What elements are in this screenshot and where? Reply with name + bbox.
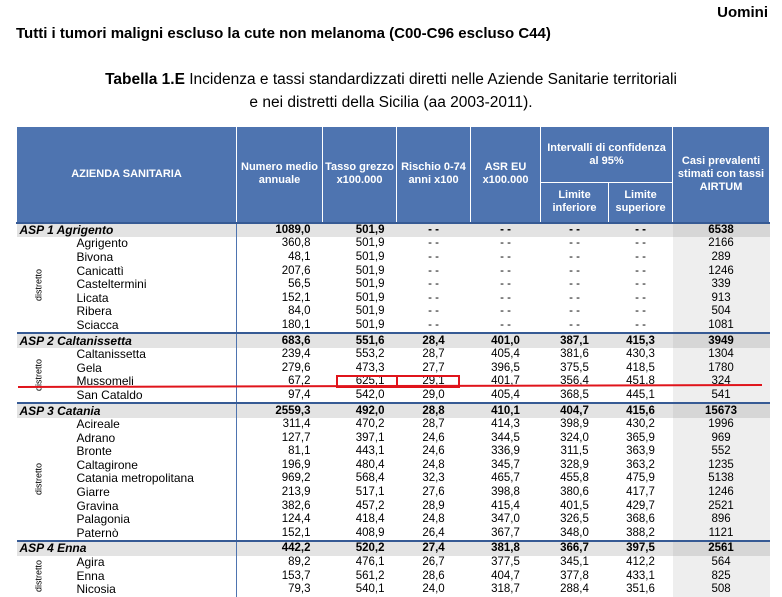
incidence-table: [16, 126, 770, 597]
district-name: Agrigento: [76, 236, 128, 251]
district-cell: 365,9: [626, 431, 655, 444]
district-cell: 377,8: [560, 569, 589, 582]
district-cell: 26,4: [422, 526, 445, 539]
district-cell: 465,7: [491, 472, 520, 485]
district-cell: 28,7: [422, 348, 445, 361]
district-cell: 398,9: [560, 418, 589, 431]
district-row: [17, 361, 770, 375]
district-cell: 152,1: [237, 527, 323, 542]
distretto-label: [17, 556, 44, 597]
district-cell: 336,9: [491, 445, 520, 458]
district-cell: - -: [635, 291, 646, 304]
district-cell: - -: [500, 318, 511, 331]
district-cell: 415,4: [491, 499, 520, 512]
header-asr: ASR EU x100.000: [471, 127, 541, 223]
district-cell: 5138: [673, 472, 770, 486]
district-row: [17, 527, 770, 542]
district-cell: 368,5: [560, 388, 589, 401]
district-cell: - -: [635, 305, 646, 318]
district-cell: 541: [673, 389, 770, 404]
district-cell: 356,4: [560, 375, 589, 388]
asp-row: [17, 333, 770, 348]
district-cell: 27,6: [422, 486, 445, 499]
district-cell: 913: [673, 291, 770, 305]
district-cell: 896: [673, 513, 770, 527]
district-name: Ribera: [76, 304, 112, 319]
district-cell: - -: [428, 237, 439, 250]
district-cell: 825: [673, 569, 770, 583]
district-cell: 79,3: [237, 583, 323, 597]
district-cell: 1121: [673, 527, 770, 542]
district-cell: 239,4: [237, 348, 323, 362]
district-cell: 67,2: [237, 375, 323, 389]
district-cell: 480,4: [355, 458, 385, 471]
asp-cell: 27,4: [397, 541, 471, 556]
district-name: Gravina: [76, 498, 119, 513]
district-cell: 360,8: [237, 237, 323, 251]
district-cell: 501,9: [355, 264, 385, 277]
district-cell: 381,6: [560, 348, 589, 361]
district-cell: - -: [635, 318, 646, 331]
district-cell: 430,2: [626, 418, 655, 431]
district-cell: 540,1: [355, 583, 385, 596]
district-cell: 347,0: [491, 513, 520, 526]
district-cell: 375,5: [560, 361, 589, 374]
asp-cell: 551,6: [323, 333, 397, 348]
district-name: Catania metropolitana: [76, 471, 194, 486]
district-cell: 152,1: [237, 291, 323, 305]
district-name: Mussomeli: [76, 374, 134, 389]
district-row: [17, 305, 770, 319]
district-cell: 28,6: [422, 569, 445, 582]
district-row: [17, 431, 770, 445]
caption-line1: Incidenza e tassi standardizzati diretti nelle Aziende Sanitarie territoriali: [184, 71, 677, 88]
district-cell: 501,9: [355, 237, 385, 250]
asp-cell: 683,6: [237, 333, 323, 348]
district-cell: - -: [635, 278, 646, 291]
district-cell: 1996: [673, 418, 770, 432]
district-cell: - -: [500, 237, 511, 250]
caption-line2: e nei distretti della Sicilia (aa 2003-2011).: [249, 94, 533, 111]
district-cell: - -: [569, 305, 580, 318]
district-name: Casteltermini: [76, 277, 147, 292]
district-cell: 97,4: [237, 389, 323, 404]
district-row: [17, 319, 770, 334]
district-cell: 127,7: [237, 431, 323, 445]
distretto-label: [17, 348, 44, 403]
district-cell: 81,1: [237, 445, 323, 459]
district-row: [17, 556, 770, 570]
district-cell: 382,6: [237, 499, 323, 513]
district-row: [17, 278, 770, 292]
district-cell: 124,4: [237, 513, 323, 527]
district-cell: 552: [673, 445, 770, 459]
district-cell: 345,1: [560, 556, 589, 569]
district-cell: 24,8: [422, 513, 445, 526]
district-cell: - -: [500, 264, 511, 277]
distretto-label: [17, 418, 44, 541]
district-cell: 26,7: [422, 556, 445, 569]
asp-name: ASP 1 Agrigento: [17, 223, 237, 238]
district-cell: 2521: [673, 499, 770, 513]
district-cell: - -: [428, 250, 439, 263]
district-cell: 473,3: [355, 361, 385, 374]
district-cell: - -: [569, 291, 580, 304]
district-cell: - -: [500, 278, 511, 291]
asp-cell: 2561: [673, 541, 770, 556]
district-cell: 504: [673, 305, 770, 319]
district-row: [17, 513, 770, 527]
district-cell: 568,4: [355, 472, 385, 485]
asp-cell: 520,2: [323, 541, 397, 556]
district-cell: 1246: [673, 264, 770, 278]
district-cell: - -: [428, 291, 439, 304]
district-cell: 24,0: [422, 583, 445, 596]
district-cell: 517,1: [355, 486, 385, 499]
district-row: [17, 291, 770, 305]
district-cell: 48,1: [237, 251, 323, 265]
district-cell: 207,6: [237, 264, 323, 278]
district-cell: 455,8: [560, 472, 589, 485]
district-cell: 561,2: [355, 569, 385, 582]
district-cell: 344,5: [491, 431, 520, 444]
district-row: [17, 583, 770, 597]
district-cell: 553,2: [355, 348, 385, 361]
district-cell: 24,6: [422, 445, 445, 458]
asp-cell: 28,8: [397, 403, 471, 418]
header-rischio: Rischio 0-74 anni x100: [397, 127, 471, 223]
district-cell: 429,7: [626, 499, 655, 512]
district-cell: 625,1: [355, 375, 385, 388]
district-name: Adrano: [76, 430, 116, 445]
district-cell: 289: [673, 251, 770, 265]
district-cell: 28,7: [422, 418, 445, 431]
district-cell: 1780: [673, 361, 770, 375]
header-intervalli: Intervalli di confidenza al 95%: [541, 127, 673, 183]
district-name: Sciacca: [76, 317, 119, 332]
district-cell: - -: [428, 278, 439, 291]
asp-cell: 415,3: [609, 333, 673, 348]
distretto-label-text: distretto: [33, 268, 44, 301]
district-cell: 29,0: [422, 388, 445, 401]
asp-cell: 397,5: [609, 541, 673, 556]
district-cell: 397,1: [355, 431, 385, 444]
district-cell: 32,3: [422, 472, 445, 485]
district-cell: - -: [428, 305, 439, 318]
district-cell: 28,9: [422, 499, 445, 512]
district-cell: 311,5: [560, 445, 589, 458]
district-name: Canicattì: [76, 263, 124, 278]
district-cell: 418,4: [355, 513, 385, 526]
district-cell: 408,9: [355, 526, 385, 539]
header-azienda: AZIENDA SANITARIA: [17, 127, 237, 223]
distretto-label-text: distretto: [33, 560, 44, 593]
asp-cell: 1089,0: [237, 223, 323, 238]
district-cell: - -: [500, 305, 511, 318]
district-cell: 24,6: [422, 431, 445, 444]
asp-cell: - -: [541, 223, 609, 238]
district-row: [17, 486, 770, 500]
asp-row: [17, 223, 770, 238]
district-name: Gela: [76, 360, 102, 375]
district-cell: - -: [569, 250, 580, 263]
district-name: Bivona: [76, 249, 114, 264]
district-row: [17, 237, 770, 251]
district-cell: 288,4: [560, 583, 589, 596]
district-cell: - -: [569, 278, 580, 291]
district-cell: 328,9: [560, 458, 589, 471]
asp-cell: 442,2: [237, 541, 323, 556]
district-cell: 430,3: [626, 348, 655, 361]
district-cell: 470,2: [355, 418, 385, 431]
asp-cell: 401,0: [471, 333, 541, 348]
header-limite-superiore: Limite superiore: [609, 183, 673, 223]
district-cell: 405,4: [491, 388, 520, 401]
district-cell: 27,7: [422, 361, 445, 374]
district-cell: - -: [428, 318, 439, 331]
header-limite-inferiore: Limite inferiore: [541, 183, 609, 223]
distretto-label-text: distretto: [33, 462, 44, 495]
district-cell: 433,1: [626, 569, 655, 582]
district-cell: 969: [673, 431, 770, 445]
asp-cell: 6538: [673, 223, 770, 238]
district-cell: - -: [635, 250, 646, 263]
district-cell: 501,9: [355, 291, 385, 304]
district-cell: - -: [569, 264, 580, 277]
district-cell: 388,2: [626, 526, 655, 539]
district-name: Bronte: [76, 444, 112, 459]
distretto-label: [17, 237, 44, 333]
district-cell: 196,9: [237, 459, 323, 473]
district-cell: 363,9: [626, 445, 655, 458]
district-cell: 324: [673, 375, 770, 389]
district-name: Paternò: [76, 525, 119, 540]
district-cell: 180,1: [237, 319, 323, 334]
district-row: [17, 445, 770, 459]
district-cell: 29,1: [422, 375, 445, 388]
asp-cell: 2559,3: [237, 403, 323, 418]
district-cell: 345,7: [491, 458, 520, 471]
district-cell: 476,1: [355, 556, 385, 569]
district-cell: 153,7: [237, 569, 323, 583]
asp-row: [17, 541, 770, 556]
district-cell: 401,7: [491, 375, 520, 388]
district-cell: 348,0: [560, 526, 589, 539]
district-row: [17, 264, 770, 278]
district-cell: 1304: [673, 348, 770, 362]
section-title: Tutti i tumori maligni escluso la cute non melanoma (C00-C96 escluso C44): [16, 25, 551, 42]
district-row: [17, 499, 770, 513]
district-cell: 24,8: [422, 458, 445, 471]
district-name: Giarre: [76, 485, 110, 500]
district-name: Acireale: [76, 417, 120, 432]
asp-cell: - -: [609, 223, 673, 238]
district-cell: 326,5: [560, 513, 589, 526]
asp-row: [17, 403, 770, 418]
district-cell: 418,5: [626, 361, 655, 374]
district-cell: 445,1: [626, 388, 655, 401]
district-name: Agira: [76, 555, 105, 570]
district-row: [17, 348, 770, 362]
district-cell: 404,7: [491, 569, 520, 582]
district-cell: 501,9: [355, 305, 385, 318]
highlight-box-rischio: [396, 375, 460, 388]
district-cell: 377,5: [491, 556, 520, 569]
district-cell: 339: [673, 278, 770, 292]
district-name: Enna: [76, 568, 105, 583]
district-cell: 367,7: [491, 526, 520, 539]
district-cell: - -: [428, 264, 439, 277]
asp-cell: 501,9: [323, 223, 397, 238]
asp-cell: 387,1: [541, 333, 609, 348]
header-tasso: Tasso grezzo x100.000: [323, 127, 397, 223]
district-cell: 542,0: [355, 388, 385, 401]
district-cell: 1081: [673, 319, 770, 334]
district-row: [17, 459, 770, 473]
asp-cell: 404,7: [541, 403, 609, 418]
district-cell: 1246: [673, 486, 770, 500]
district-cell: 351,6: [626, 583, 655, 596]
district-name: San Cataldo: [76, 387, 143, 402]
district-cell: - -: [569, 237, 580, 250]
asp-cell: 366,7: [541, 541, 609, 556]
district-cell: 501,9: [355, 250, 385, 263]
gender-label: Uomini: [717, 4, 768, 21]
district-row: [17, 569, 770, 583]
district-name: Caltanissetta: [76, 347, 146, 362]
district-row: [17, 389, 770, 404]
district-cell: - -: [500, 291, 511, 304]
district-cell: - -: [635, 264, 646, 277]
district-cell: 457,2: [355, 499, 385, 512]
district-cell: 417,7: [626, 486, 655, 499]
district-cell: 501,9: [355, 278, 385, 291]
district-name: Licata: [76, 290, 109, 305]
district-cell: 405,4: [491, 348, 520, 361]
district-cell: 1235: [673, 459, 770, 473]
district-row: [17, 418, 770, 432]
district-cell: 396,5: [491, 361, 520, 374]
distretto-label-text: distretto: [33, 359, 44, 392]
asp-cell: - -: [471, 223, 541, 238]
asp-cell: 3949: [673, 333, 770, 348]
district-cell: 279,6: [237, 361, 323, 375]
district-cell: 969,2: [237, 472, 323, 486]
district-cell: - -: [569, 318, 580, 331]
district-cell: 475,9: [626, 472, 655, 485]
asp-cell: - -: [397, 223, 471, 238]
district-cell: 412,2: [626, 556, 655, 569]
asp-cell: 381,8: [471, 541, 541, 556]
district-cell: 564: [673, 556, 770, 570]
asp-name: ASP 2 Caltanissetta: [17, 333, 237, 348]
district-cell: 363,2: [626, 458, 655, 471]
district-cell: 501,9: [355, 318, 385, 331]
district-cell: - -: [500, 250, 511, 263]
asp-cell: 492,0: [323, 403, 397, 418]
asp-cell: 28,4: [397, 333, 471, 348]
asp-cell: 410,1: [471, 403, 541, 418]
asp-name: ASP 3 Catania: [17, 403, 237, 418]
district-cell: 311,4: [237, 418, 323, 432]
district-cell: 318,7: [491, 583, 520, 596]
district-cell: 213,9: [237, 486, 323, 500]
district-cell: 380,6: [560, 486, 589, 499]
header-numero: Numero medio annuale: [237, 127, 323, 223]
header-casi: Casi prevalenti stimati con tassi AIRTUM: [673, 127, 770, 223]
district-cell: 398,8: [491, 486, 520, 499]
district-cell: 414,3: [491, 418, 520, 431]
district-cell: 89,2: [237, 556, 323, 570]
district-cell: 443,1: [355, 445, 385, 458]
district-row: [17, 472, 770, 486]
asp-name: ASP 4 Enna: [17, 541, 237, 556]
district-cell: 401,5: [560, 499, 589, 512]
district-row: [17, 251, 770, 265]
district-cell: 508: [673, 583, 770, 597]
district-cell: 84,0: [237, 305, 323, 319]
district-cell: 368,6: [626, 513, 655, 526]
district-name: Palagonia: [76, 512, 130, 527]
district-cell: 324,0: [560, 431, 589, 444]
district-cell: 56,5: [237, 278, 323, 292]
district-name: Nicosia: [76, 582, 116, 597]
district-name: Caltagirone: [76, 457, 138, 472]
district-cell: - -: [635, 237, 646, 250]
table-caption: [0, 68, 782, 114]
district-cell: 451,8: [626, 375, 655, 388]
district-cell: 2166: [673, 237, 770, 251]
asp-cell: 15673: [673, 403, 770, 418]
caption-label: Tabella 1.E: [105, 71, 185, 88]
asp-cell: 415,6: [609, 403, 673, 418]
